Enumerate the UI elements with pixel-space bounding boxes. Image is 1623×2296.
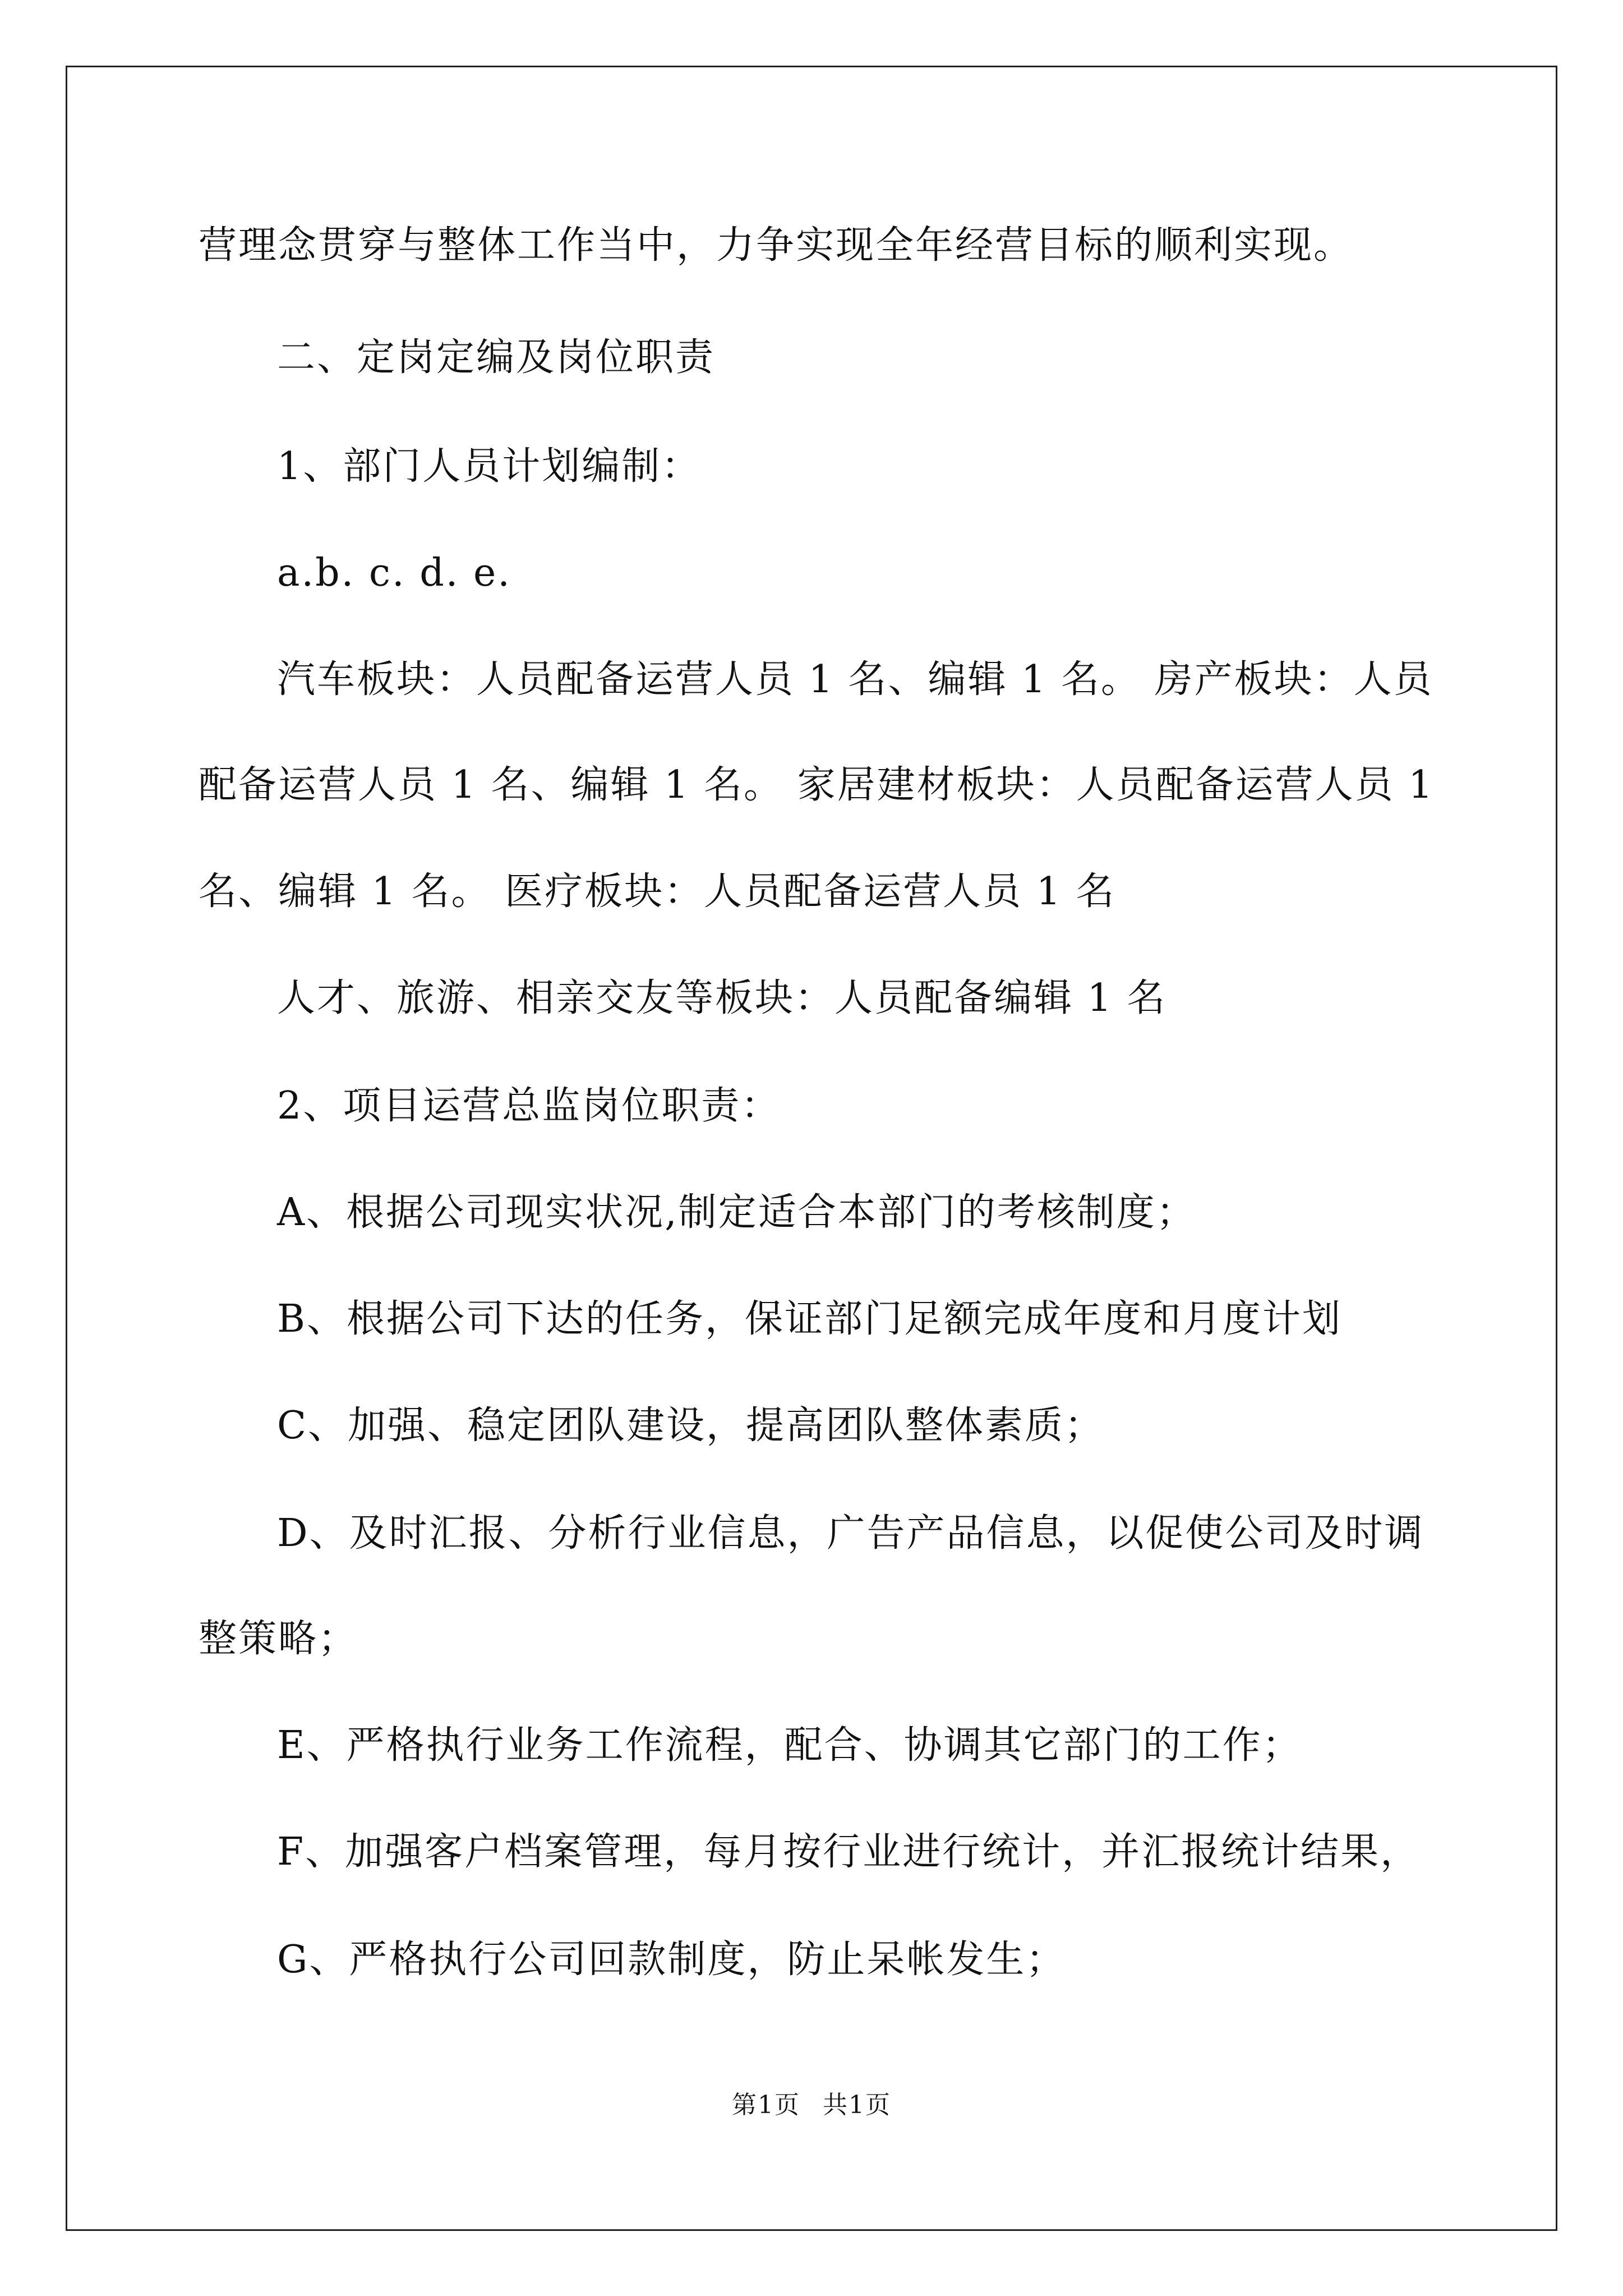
text-line-8: 人才、旅游、相亲交友等板块：人员配备编辑 1 名 [277,976,1167,1020]
text-line-6: 配备运营人员 1 名、编辑 1 名。 家居建材板块：人员配备运营人员 1 [199,763,1435,807]
text-line-17: G、严格执行公司回款制度，防止呆帐发生； [277,1938,1066,1982]
page-number-footer: 第1页 共1页 [732,2091,891,2119]
text-line-1: 营理念贯穿与整体工作当中，力争实现全年经营目标的顺利实现。 [199,223,1354,268]
text-line-15: E、严格执行业务工作流程，配合、协调其它部门的工作； [277,1723,1302,1768]
text-line-14: 整策略； [199,1617,358,1661]
text-line-7: 名、编辑 1 名。 医疗板块：人员配备运营人员 1 名 [199,869,1116,914]
text-line-11: B、根据公司下达的任务，保证部门足额完成年度和月度计划 [277,1297,1342,1341]
text-line-5: 汽车板块：人员配备运营人员 1 名、编辑 1 名。 房产板块：人员 [277,657,1433,702]
text-line-4: a.b. c. d. e. [277,551,511,595]
page-border [66,66,1557,2231]
text-line-16: F、加强客户档案管理，每月按行业进行统计，并汇报统计结果， [277,1830,1421,1874]
text-line-3: 1、部门人员计划编制： [277,444,702,489]
text-line-12: C、加强、稳定团队建设，提高团队整体素质； [277,1404,1105,1448]
text-line-2: 二、定岗定编及岗位职责 [277,335,716,380]
text-line-13: D、及时汇报、分析行业信息，广告产品信息，以促使公司及时调 [277,1511,1424,1556]
text-line-9: 2、项目运营总监岗位职责： [277,1084,781,1128]
text-line-10: A、根据公司现实状况,制定适合本部门的考核制度； [277,1190,1196,1235]
